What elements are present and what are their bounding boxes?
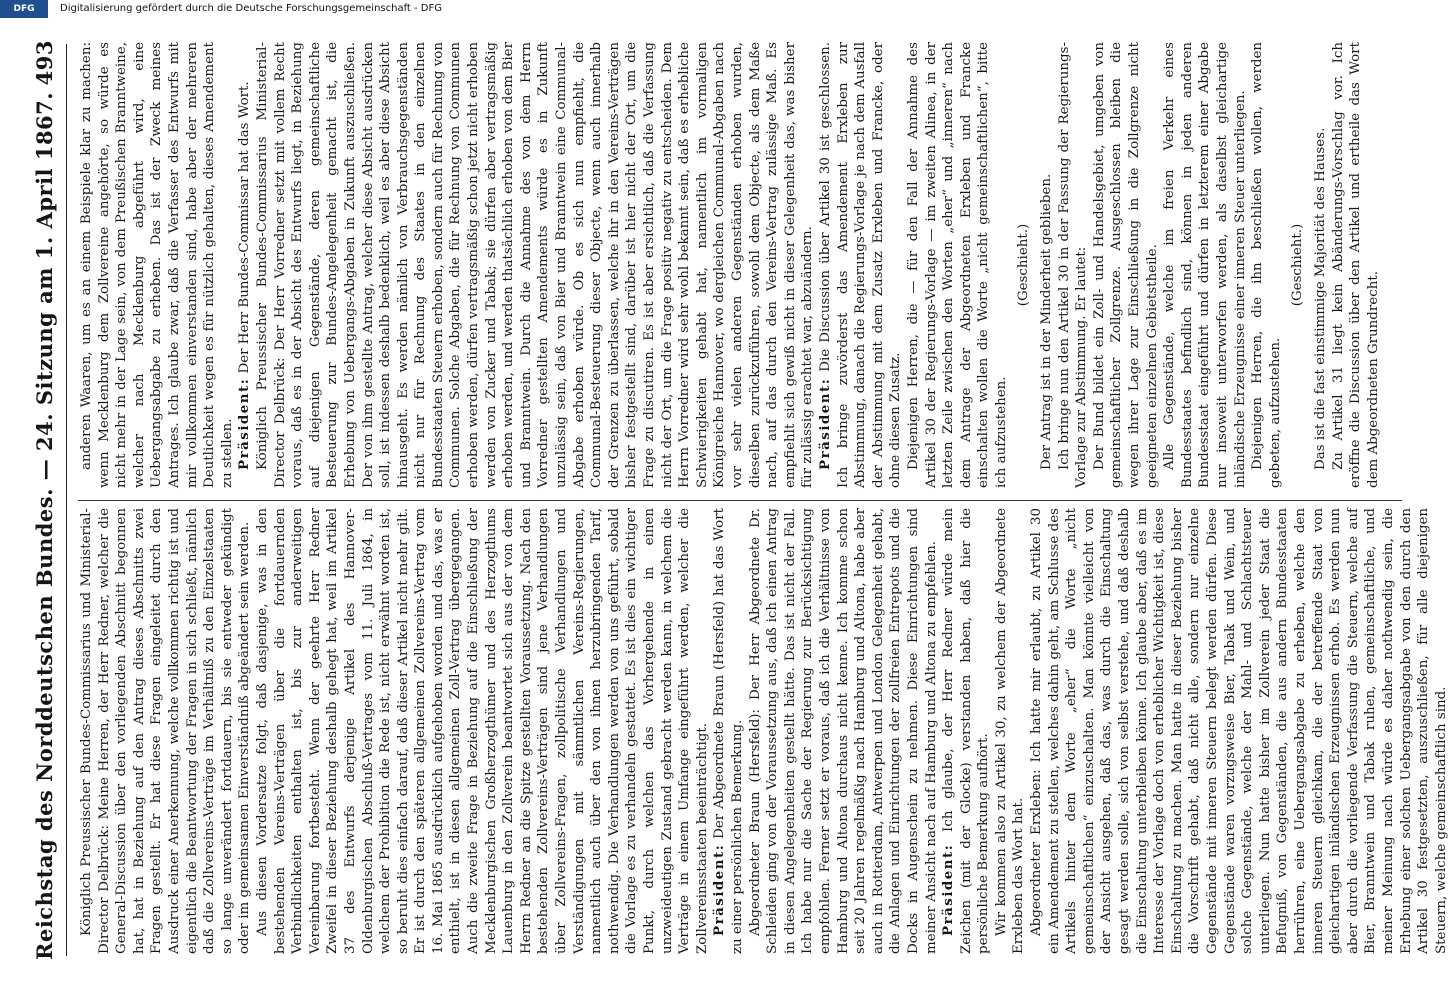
paragraph-text: Der Abgeordnete Braun (Hersfeld) hat das Wort zu einer persönlichen Bemerkung. [712,507,745,954]
paragraph-text: Der Antrag ist in der Minderheit geblieben. [1039,173,1055,470]
paragraph [1038,42,1056,488]
paragraph-text: Die Discussion über Artikel 30 ist geschlossen. Ich bringe zuvörderst das Amendement Erxleben zur Abstimmung, danach die Regierungs-Vorlage je nach dem Ausfall der Abstimmung mit dem Zusatz Erxleben und Francke, oder ohne diesen Zusatz. [817,42,904,488]
paragraph-text: (Geschieht.) [1016,223,1032,307]
column-divider [78,500,1402,501]
paragraph [1015,42,1033,488]
paragraph-text: Königlich Preussischer Bundes-Commissarius und Ministerial-Director Delbrück: Meine Herren, der Herr Redner, welcher die General-Discussion über den vorliegenden Abschnitt begonnen hat, hat in Beziehung auf den Antrag dieses Abschnitts zwei Fragen gestellt. Er hat diese Fragen eingeleitet durch den Ausdruck einer Anerkennung, welche vollkommen richtig ist und eigentlich die Beantwortung der Fragen in sich schließt, nämlich daß die Zollvereins-Verträge im Verhältniß zu den Einzelstaaten so lange unverändert fortdauern, bis sie entweder gekündigt oder im gemeinsamen Einverständniß abgeändert sein werden. [79,508,253,954]
paragraph-text: Ich bringe nun den Artikel 30 in der Fassung der Regierungs-Vorlage zur Abstimmung. Er lautet: [1056,42,1090,488]
speaker-label: Präsident: [816,377,833,470]
paragraph-text: Alle Gegenstände, welche im freien Verkehr eines Bundesstaates befindlich sind, können in jeden anderen Bundesstaat eingeführt und dürfen in letzterem einer Abgabe nur insoweit unterworfen werden, als daselbst gleichartige inländische Erzeugnisse einer inneren Steuer unterliegen. [1162,42,1248,488]
speaker-label: Präsident: [236,377,253,470]
paragraph-text: Der Herr Bundes-Commissar hat das Wort. [237,81,253,374]
paragraph [1249,42,1284,488]
right-column [78,42,1402,488]
paragraph [1056,42,1091,488]
dfg-logo-text: DFG [13,4,35,14]
paragraph-text: (Geschieht.) [1290,223,1306,307]
speaker-label: Präsident: [711,843,728,936]
paragraph [1161,42,1249,488]
paragraph [1028,508,1450,954]
paragraph-text: Diejenigen Herren, die ihn beschließen wollen, werden gebeten, aufzustehen. [1250,42,1283,488]
paragraph [1091,42,1161,488]
speaker-label: Präsident: [940,843,957,936]
running-title: Reichstag des Norddeutschen Bundes. — 24. Sitzung am 1. April 1867. [32,91,57,960]
paragraph-text: Königlich Preussischer Bundes-Commissarius Ministerial-Director Delbrück: Der Herr Vorredner setzt mit vollem Recht voraus, daß es in der Absicht des Entwurfs liegt, in Beziehung auf diejenigen Gegenstände, deren gemeinschaftliche Besteuerung zur Bundes-Angelegenheit gemacht ist, die Erhebung von Uebergangs-Abgaben in Zukunft auszuschließen. Der von ihm gestellte Antrag, welcher diese Absicht ausdrücken soll, ist indessen deshalb bedenklich, weil es aber diese Absicht hinausgeht. Es werden nämlich von Verbrauchsgegenständen nicht nur für Rechnung des Staates in den einzelnen Bundesstaaten Steuern erhoben, sondern auch für Rechnung von Communen. Solche Abgaben, die für Rechnung von Communen erhoben werden, dürfen vertragsmäßig schon jetzt nicht erhoben werden von Zucker und Tabak; sie dürfen aber vertragsmäßig erhoben werden, und werden thatsächlich erhoben von dem Bier und Branntwein. Durch die Annahme des von dem Herrn Vorredner gestellten Amendements würde es in Zukunft unzulässig sein, daß von Bier und Branntwein eine Communal-Abgabe erhoben würde. Ob es sich nun empfiehlt, die Communal-Besteuerung dieser Objecte, wenn auch innerhalb der Grenzen zu überlassen, welche ihr in den Vereins-Verträgen bisher festgestellt sind, darüber ist hier nicht der Ort, um die Frage zu discutiren. Es ist aber ersichtlich, daß die Verfassung nicht der Ort, um die Frage positiv negativ zu entscheiden. Dem Herrn Vorredner wird sehr wohl bekannt sein, daß es erhebliche Schwierigkeiten gehabt hat, namentlich im vormaligen Königreiche Hannover, wo dergleichen Communal-Abgaben nach vor sehr vielen anderen Gegenständen erhoben wurden, dieselben zurückzuführen, sowohl dem Objecte, als dem Maße nach, auf das durch den Vereins-Vertrag zulässige Maß. Es empfiehlt sich gewiß nicht in dieser Gelegenheit das, was bisher für zulässig erachtet war, abzuändern. [254,42,816,488]
paragraph-text: Diejenigen Herren, die — für den Fall der Annahme des Artikel 30 der Regierungs-Vorlage — im zweiten Alinea, in der letzten Zeile zwischen den Worten „eher“ und „inneren“ nach dem Antrage der Abgeordneten Erxleben und Francke einschalten wollen die Worte „nicht gemeinschaftlichen“, bitte ich aufzustehen. [905,42,1009,488]
paragraph-text: Zu Artikel 31 liegt kein Abänderungs-Vorschlag vor. Ich eröffne die Discussion über den Artikel und ertheile das Wort dem Abgeordneten Grundrecht. [1330,42,1381,488]
left-column [78,507,1449,954]
paragraph-text: Abgeordneter Erxleben: Ich hatte mir erlaubt, zu Artikel 30 ein Amendement zu stellen, welches dahin geht, am Schlusse des Artikels hinter dem Worte „eher“ die Worte „nicht gemeinschaftlichen“ einzuschalten. Man könnte vielleicht von der Ansicht ausgehen, daß das, was durch die Einschaltung gesagt werden solle, sich von selbst verstehe, und daß deshalb die Einschaltung unterbleiben könne. Ich glaube aber, daß es im Interesse der Vorlage doch von erheblicher Wichtigkeit ist, diese Einschaltung zu machen. Man hatte in dieser Beziehung bisher die Vorschrift gehabt, daß nicht alle, sondern nur einzelne Gegenstände mit inneren Steuern belegt werden dürfen. Diese Gegenstände waren vorzugsweise Bier, Tabak und Wein, und solche Gegenstände, welche der Mahl- und Schlachtsteuer unterliegen. Nun hatte bisher im Zollverein jeder Staat die Befugniß, von Gegenständen, die aus andern Bundesstaaten herrühren, eine Uebergangsabgabe zu erheben, welche den inneren Steuern gleichkam, die der betreffende Staat von gleichartigen inländischen Erzeugnissen erhob. Es werden nun aber durch die vorliegende Verfassung die Steuern, welche auf Bier, Branntwein und Tabak ruhen, gemeinschaftliche, und meiner Meinung nach würde es daher nothwendig sein, die Erhebung einer solchen Uebergangsabgabe von den durch den Artikel 30 festgesetzten, auszuschließen, für alle diejenigen Steuern, welche gemeinschaftlich sind. [1029,508,1449,954]
paragraph [78,42,236,488]
page-number: 493 [32,40,57,86]
paragraph-text: Abgeordneter Braun (Hersfeld): Der Herr Abgeordnete Dr. Schleiden ging von der Voraussetzung aus, daß ich einen Antrag in diesen Angelegenheiten gestellt hätte. Das ist nicht der Fall. Ich habe nur die Sache der Regierung zur Berücksichtigung empfohlen. Ferner setzt er voraus, daß ich die Verhältnisse von Hamburg und Altona durchaus nicht kenne. Ich komme schon seit 20 Jahren regelmäßig nach Hamburg und Altona, habe aber auch in Rotterdam, Antwerpen und London Gelegenheit gehabt, die Anlagen und Einrichtungen der zollfreien Entrepots und die Docks in Augenschein zu nehmen. Diese Einrichtungen sind meiner Ansicht nach auf Hamburg und Altona zu empfehlen. [747,508,939,954]
paragraph [940,508,993,954]
digitization-credit [60,3,760,15]
paragraph [993,508,1028,954]
paragraph [254,42,817,488]
paragraph [1330,42,1383,488]
paragraph [1312,42,1330,488]
paragraph-text: Der Bund bildet ein Zoll- und Handelsgebiet, umgeben von gemeinschaftlicher Zollgrenze. Ausgeschlossen bleiben die wegen ihrer Lage zur Einschließung in die Zollgrenze nicht geeigneten einzelnen Gebietstheile. [1091,42,1160,488]
paragraph [254,508,711,954]
paragraph-text: anderen Waaren, um es an einem Beispiele klar zu machen: wenn Mecklenburg dem Zollvereine angehörte, so würde es nicht mehr in der Lage sein, von dem Preußischen Branntweine, welcher nach Mecklenburg abgeführt wird, eine Uebergangsabgabe zu erheben. Das ist der Zweck meines Antrages. Ich glaube zwar, daß die Verfasser des Entwurfs mit mir vollkommen einverstanden sind, habe aber der mehreren Deutlichkeit wegen es für nützlich gehalten, dieses Amendement zu stellen. [79,42,235,488]
paragraph [711,508,746,954]
paragraph [1289,42,1307,488]
header-rule [66,44,67,956]
paragraph-text: Aus diesen Vordersatze folgt, daß dasjenige, was in den bestehenden Vereins-Verträgen über die fortdauernden Verbindlichkeiten enthalten ist, bis zur anderweitigen Vereinbarung fortbesteht. Wenn der geehrte Herr Redner Zweifel in dieser Beziehung deshalb gehegt hat, weil im Artikel 37 des Entwurfs derjenige Artikel des Hannover-Oldenburgischen Abschluß-Vertrages vom 11. Juli 1864, in welchem der Prohibition die Rede ist, nicht erwähnt worden ist, so beruht dies einfach darauf, daß dieser Artikel nicht mehr gilt. Er ist durch den späteren allgemeinen Zollvereins-Vertrag vom 16. Mai 1865 ausdrücklich aufgehoben worden und das, was er enthielt, ist in diesen allgemeinen Zoll-Vertrag übergegangen. Auch die zweite Frage in Beziehung auf die Einschließung der Mecklenburgischen Großherzogthümer und des Herzogthums Lauenburg in den Zollverein beantwortet sich aus der von dem Herrn Redner an die Spitze gestellten Voraussetzung. Nach den bestehenden Zollvereins-Verträgen sind jene Verhandlungen über Zollvereins-Fragen, zollpolitische Verhandlungen und Verständigungen mit sämmtlichen Vereins-Regierungen, namentlich auch über den von ihnen herzubringenden Tarif, nothwendig. Die Verhandlungen werden von uns geführt, sobald die Vorlage es zu verhandeln gestattet. Es ist dies ein wichtiger Punkt, durch welchen das Vorhergehende in einen unzweideutigen Zustand gebracht werden kann, in welchem die Verträge in einem Umfange eingeführt werden, welcher die Zollvereinsstaaten beeinträchtigt. [254,508,710,954]
dfg-logo [0,0,48,18]
paragraph [747,508,941,954]
paragraph-text: Ich glaube, der Herr Redner würde mein Zeichen (mit der Glocke) verstanden haben, daß hier die persönliche Bemerkung aufhört. [941,508,992,954]
page-header [26,40,66,960]
paragraph [78,508,254,954]
paragraph [905,42,1011,488]
digitization-credit-text: Digitalisierung gefördert durch die Deutsche Forschungsgemeinschaft - DFG [60,3,443,14]
paragraph-text: Das ist die fast einstimmige Majorität des Hauses. [1312,127,1328,470]
paragraph [817,42,905,488]
paragraph-text: Wir kommen also zu Artikel 30, zu welchem der Abgeordnete Erxleben das Wort hat. [993,508,1027,954]
paragraph [236,42,254,488]
